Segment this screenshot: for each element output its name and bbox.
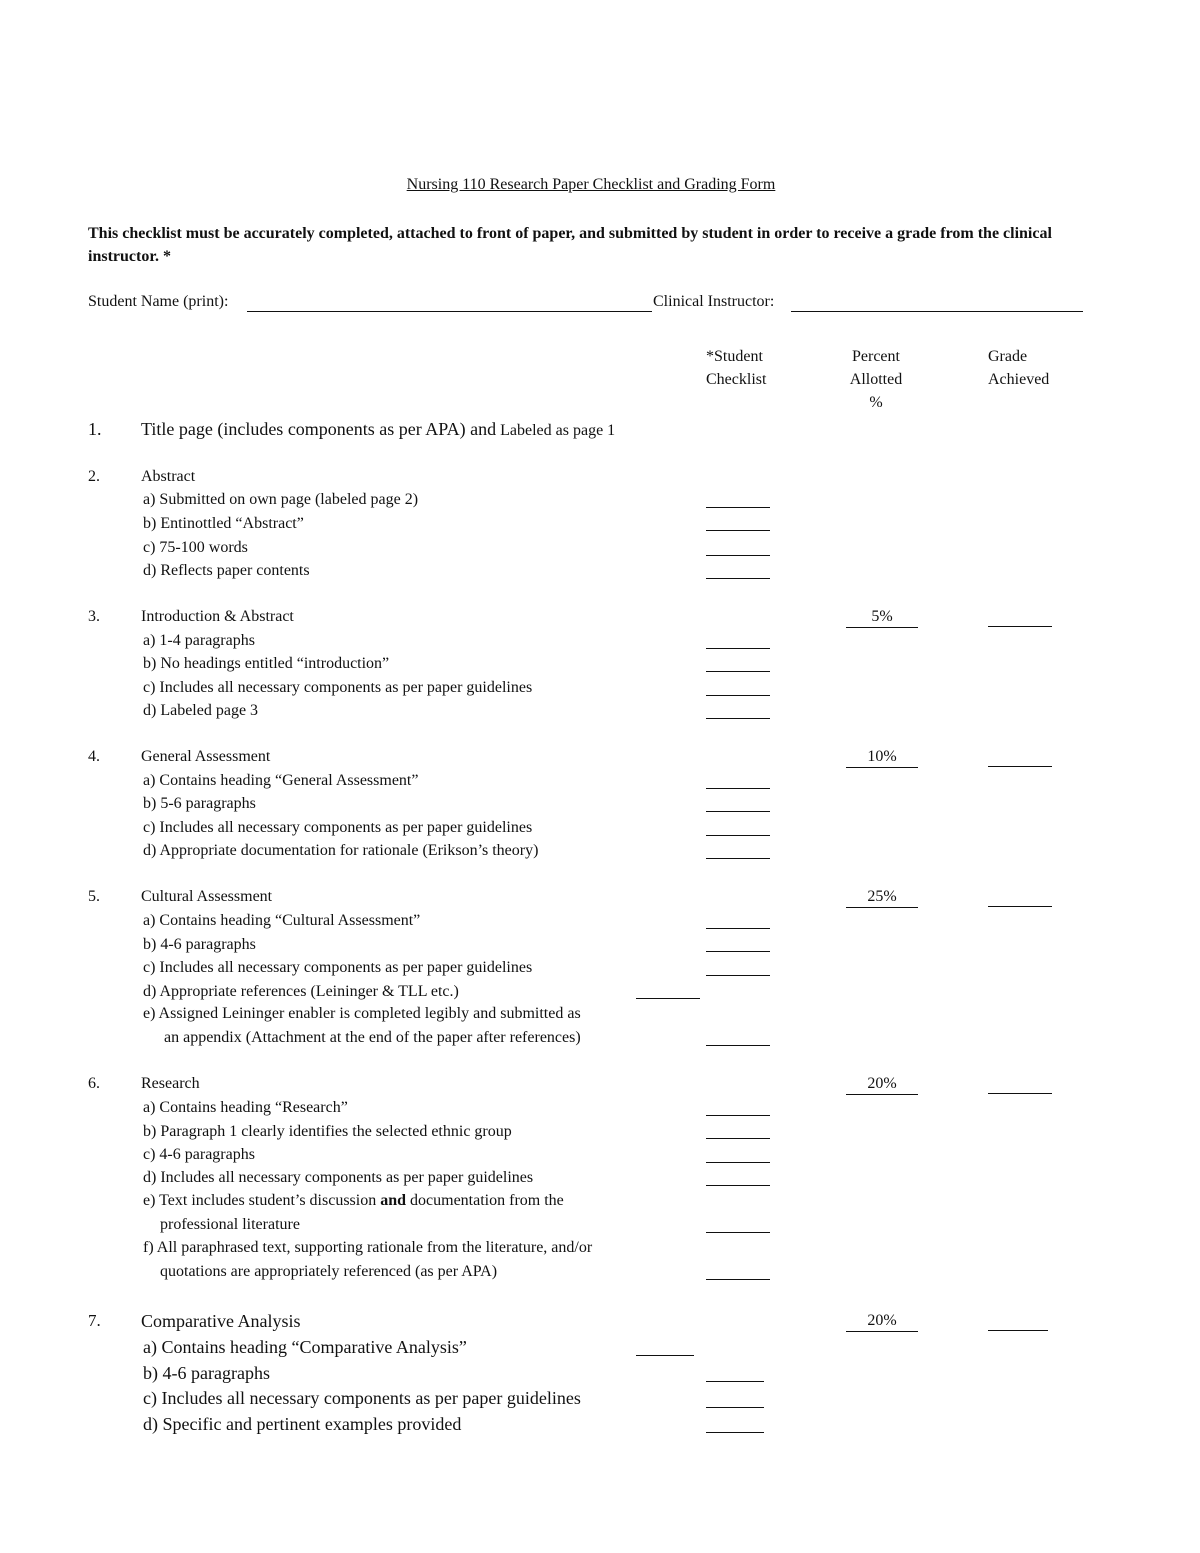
section-number: 7.: [88, 1311, 101, 1330]
grade-achieved-field[interactable]: [988, 626, 1052, 627]
column-percent-line2: Allotted: [849, 371, 903, 388]
section-title: Introduction & Abstract: [141, 608, 294, 625]
column-student-checklist: [706, 345, 766, 391]
column-percent-line3: %: [869, 394, 883, 411]
grade-achieved-field[interactable]: [988, 1093, 1052, 1094]
percent-allotted-value: 20%: [846, 1311, 918, 1332]
checklist-item: f) All paraphrased text, supporting rationale from the literature, and/or: [143, 1239, 593, 1256]
checklist-blank[interactable]: [706, 718, 770, 719]
student-name-label: Student Name (print):: [88, 293, 229, 310]
checklist-item: [143, 1191, 564, 1211]
section-title-suffix: Labeled as page 1: [500, 422, 616, 439]
checklist-item-continued: professional literature: [160, 1216, 300, 1233]
checklist-item: c) 75-100 words: [143, 539, 248, 556]
checklist-blank[interactable]: [706, 555, 770, 556]
percent-allotted-value: 20%: [846, 1074, 918, 1095]
section-number: 5.: [88, 888, 100, 905]
section-number: 6.: [88, 1075, 100, 1092]
checklist-item: b) Paragraph 1 clearly identifies the selected ethnic group: [143, 1123, 512, 1140]
checklist-blank[interactable]: [706, 1045, 770, 1046]
checklist-item-continued: quotations are appropriately referenced (as per APA): [160, 1263, 498, 1280]
checklist-item: d) Reflects paper contents: [143, 562, 310, 579]
column-student-checklist-line1: *Student: [706, 348, 763, 365]
section-number: 2.: [88, 468, 100, 485]
checklist-item: b) Entinottled “Abstract”: [143, 515, 304, 532]
checklist-blank[interactable]: [706, 578, 770, 579]
checklist-blank[interactable]: [706, 1162, 770, 1163]
section-title: Abstract: [141, 468, 196, 485]
column-grade-line1: Grade: [988, 348, 1028, 365]
checklist-item: b) 4-6 paragraphs: [143, 936, 256, 953]
section-number: 4.: [88, 748, 100, 765]
checklist-item: c) 4-6 paragraphs: [143, 1146, 255, 1163]
checklist-blank[interactable]: [706, 1381, 764, 1382]
checklist-item: d) Appropriate references (Leininger & TLL etc.): [143, 983, 459, 1000]
checklist-item: b) 5-6 paragraphs: [143, 795, 256, 812]
checklist-item-continued: an appendix (Attachment at the end of the paper after references): [164, 1029, 581, 1046]
checklist-item: d) Appropriate documentation for rationale (Erikson’s theory): [143, 842, 539, 859]
checklist-blank[interactable]: [706, 695, 770, 696]
checklist-item: b) No headings entitled “introduction”: [143, 655, 390, 672]
checklist-item: c) Includes all necessary components as per paper guidelines: [143, 819, 533, 836]
checklist-blank[interactable]: [706, 1279, 770, 1280]
grade-achieved-field[interactable]: [988, 906, 1052, 907]
checklist-item-emphasis: and: [380, 1192, 407, 1209]
section-title: General Assessment: [141, 748, 271, 765]
percent-allotted-value: 25%: [846, 887, 918, 908]
checklist-item: c) Includes all necessary components as per paper guidelines: [143, 679, 533, 696]
checklist-blank[interactable]: [706, 1232, 770, 1233]
checklist-blank[interactable]: [636, 998, 700, 999]
form-title: Nursing 110 Research Paper Checklist and Grading Form: [406, 176, 776, 193]
checklist-item: a) Contains heading “General Assessment”: [143, 772, 419, 789]
checklist-blank[interactable]: [706, 788, 770, 789]
column-student-checklist-line2: Checklist: [706, 371, 767, 388]
clinical-instructor-label: Clinical Instructor:: [653, 293, 775, 310]
checklist-blank[interactable]: [706, 1407, 764, 1408]
section-number: 3.: [88, 608, 100, 625]
checklist-item: a) Contains heading “Cultural Assessment”: [143, 912, 421, 929]
checklist-blank[interactable]: [706, 507, 770, 508]
checklist-item-text: e) Text includes student’s discussion: [143, 1192, 377, 1209]
section-title: Research: [141, 1075, 200, 1092]
checklist-blank[interactable]: [636, 1355, 694, 1356]
checklist-blank[interactable]: [706, 1185, 770, 1186]
column-grade-line2: Achieved: [988, 371, 1050, 388]
checklist-item: a) Contains heading “Comparative Analysis”: [143, 1337, 467, 1357]
checklist-blank[interactable]: [706, 858, 770, 859]
checklist-item: d) Labeled page 3: [143, 702, 259, 719]
section-title-text: Title page (includes components as per APA) and: [141, 419, 497, 439]
grade-achieved-field[interactable]: [988, 1330, 1048, 1331]
section-title: Cultural Assessment: [141, 888, 273, 905]
checklist-blank[interactable]: [706, 951, 770, 952]
section-number: 1.: [88, 419, 102, 439]
checklist-item-text: documentation from the: [410, 1192, 564, 1209]
checklist-item: e) Assigned Leininger enabler is completed legibly and submitted as: [143, 1005, 581, 1022]
checklist-blank[interactable]: [706, 648, 770, 649]
column-grade-achieved: [988, 345, 1049, 391]
section-title: [141, 418, 615, 440]
checklist-item: a) Contains heading “Research”: [143, 1099, 348, 1116]
percent-allotted-value: 10%: [846, 747, 918, 768]
checklist-blank[interactable]: [706, 671, 770, 672]
checklist-item: c) Includes all necessary components as per paper guidelines: [143, 959, 533, 976]
checklist-blank[interactable]: [706, 1432, 764, 1433]
checklist-blank[interactable]: [706, 811, 770, 812]
column-percent-allotted: [846, 345, 906, 414]
checklist-blank[interactable]: [706, 835, 770, 836]
checklist-blank[interactable]: [706, 928, 770, 929]
section-title: Comparative Analysis: [141, 1311, 301, 1331]
checklist-item: d) Specific and pertinent examples provided: [143, 1414, 462, 1434]
checklist-item: d) Includes all necessary components as per paper guidelines: [143, 1169, 534, 1186]
checklist-blank[interactable]: [706, 975, 770, 976]
checklist-item: c) Includes all necessary components as per paper guidelines: [143, 1388, 581, 1408]
grade-achieved-field[interactable]: [988, 766, 1052, 767]
checklist-blank[interactable]: [706, 1115, 770, 1116]
column-percent-line1: Percent: [852, 348, 900, 365]
clinical-instructor-field[interactable]: [791, 311, 1083, 312]
student-name-field[interactable]: [247, 311, 652, 312]
checklist-blank[interactable]: [706, 1138, 770, 1139]
submission-notice: This checklist must be accurately completed, attached to front of paper, and submitted by student in order to receive a grade from the clinical instructor. *: [88, 225, 1052, 265]
checklist-blank[interactable]: [706, 530, 770, 531]
checklist-item: a) Submitted on own page (labeled page 2): [143, 491, 419, 508]
percent-allotted-value: 5%: [846, 607, 918, 628]
checklist-item: b) 4-6 paragraphs: [143, 1363, 270, 1383]
checklist-item: a) 1-4 paragraphs: [143, 632, 255, 649]
